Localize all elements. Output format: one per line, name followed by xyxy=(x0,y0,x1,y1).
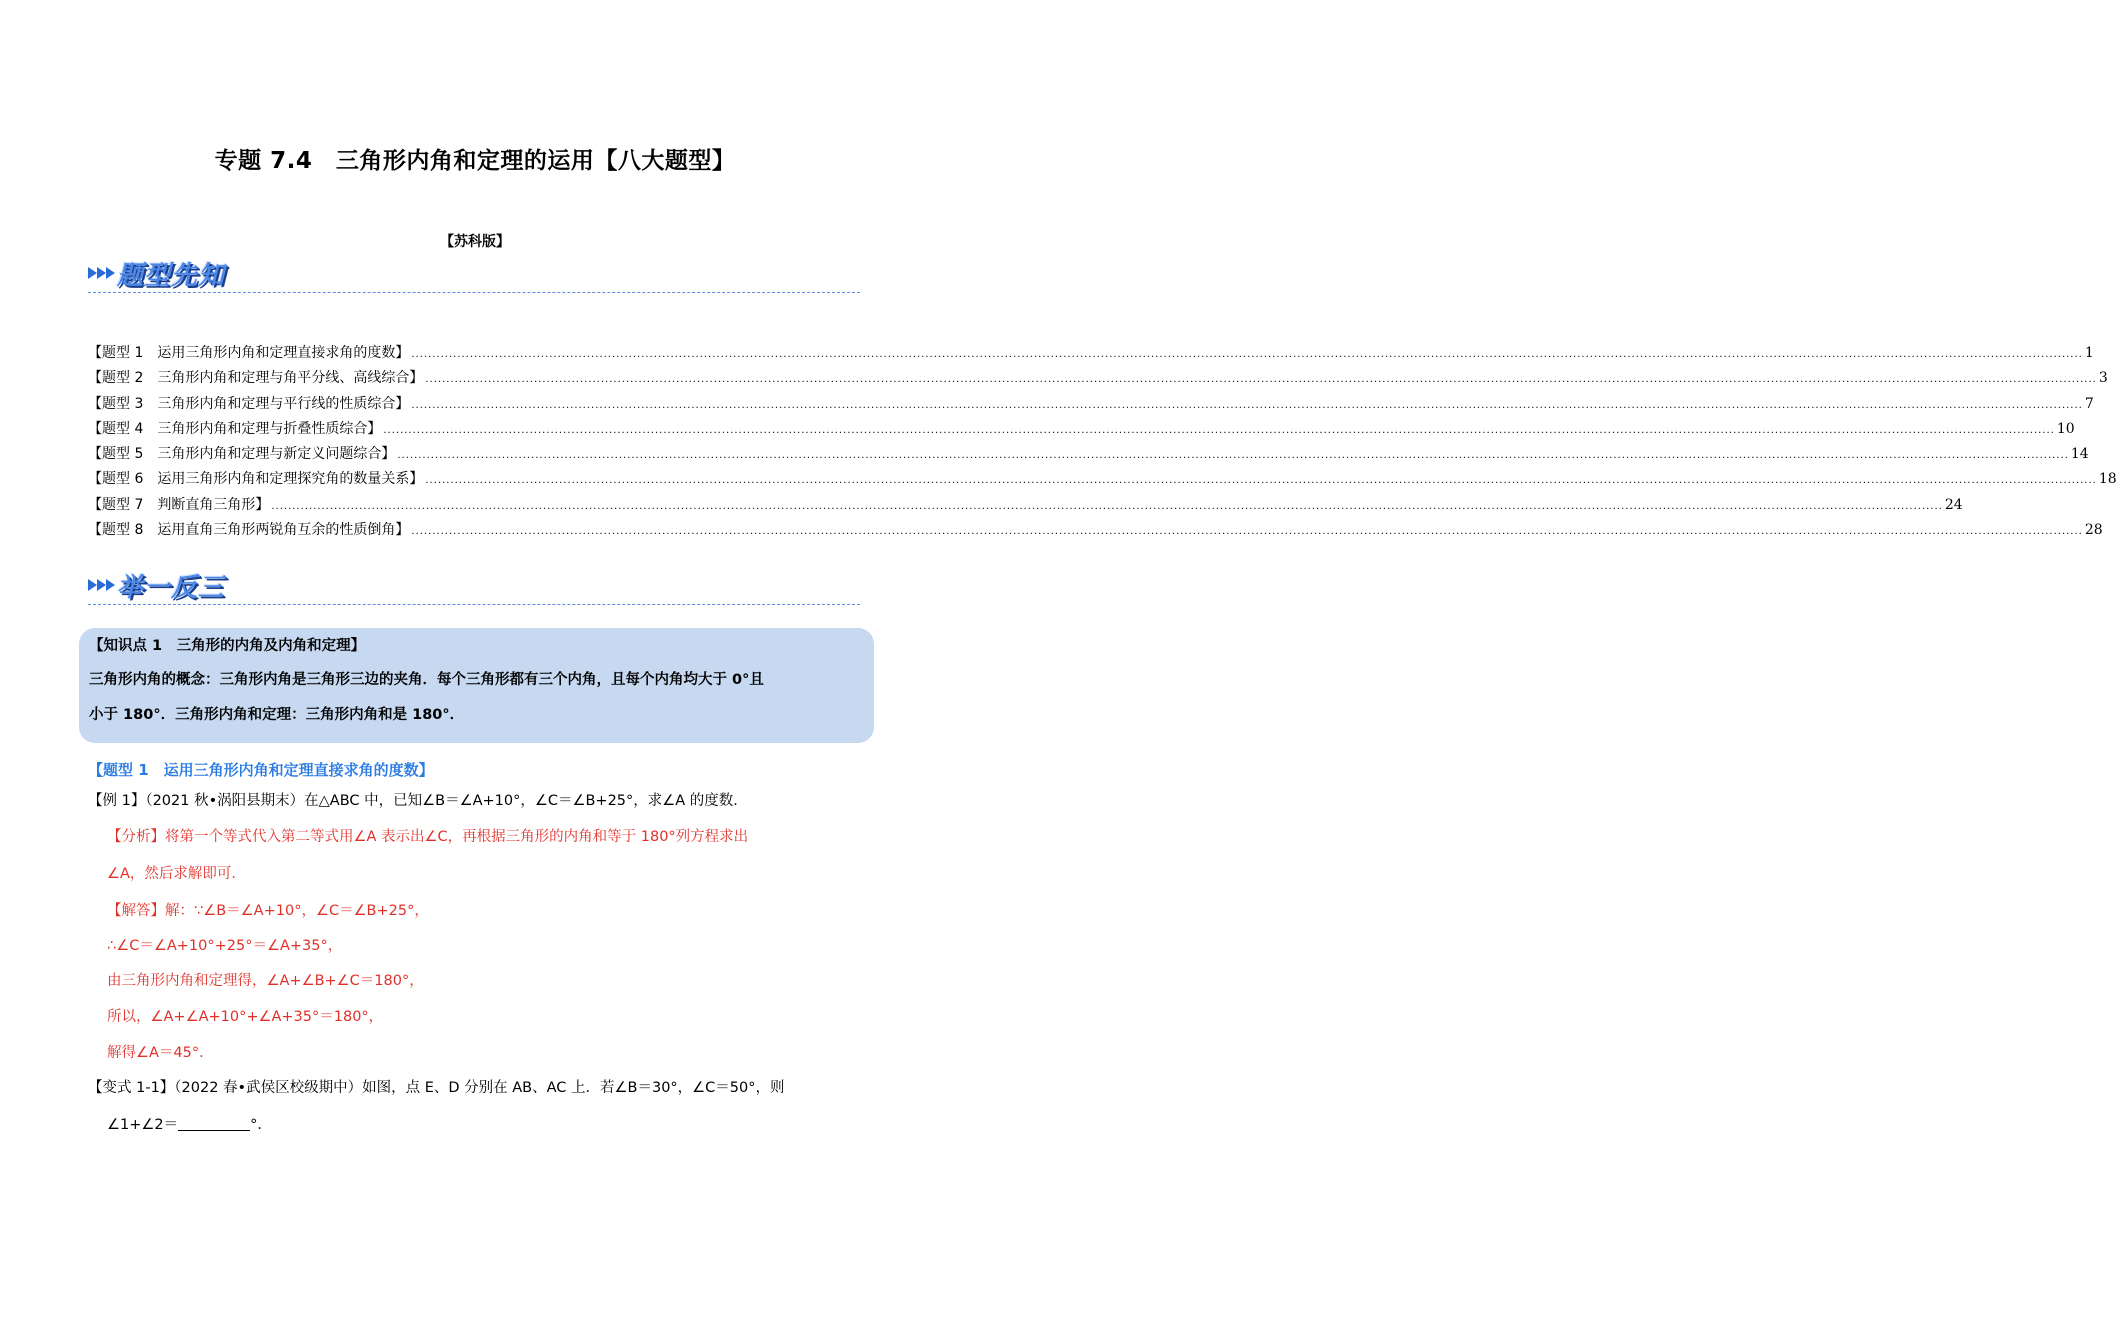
banner-practice-text: 举一反三 xyxy=(117,572,226,603)
answer-blank[interactable] xyxy=(178,1116,250,1131)
toc-item[interactable] xyxy=(88,341,2094,366)
banner-overview-text: 题型先知 xyxy=(117,260,226,291)
toc-item[interactable] xyxy=(88,392,2094,417)
divider xyxy=(88,292,860,293)
toc-page-number: 28 xyxy=(2084,522,2103,539)
solution-line-5: 解得∠A＝45°． xyxy=(107,1045,214,1061)
variant-degree: °． xyxy=(250,1117,272,1133)
toc-leader: ................................................................................................................................................................................................................................................................................................................................................................................................................ xyxy=(425,374,2097,386)
arrows-icon xyxy=(88,267,115,279)
toc-page-number: 7 xyxy=(2084,395,2094,412)
edition-label: 【苏科版】 xyxy=(440,234,510,250)
arrows-icon xyxy=(88,579,115,591)
toc-page-number: 24 xyxy=(1944,496,1963,513)
toc-item[interactable] xyxy=(88,366,2108,391)
banner-overview xyxy=(88,256,225,290)
example-1: 【例 1】（2021 秋•涡阳县期末）在△ABC 中，已知∠B＝∠A+10°，∠C＝∠B+25°，求∠A 的度数． xyxy=(88,793,748,809)
knowledge-heading: 【知识点 1 三角形的内角及内角和定理】 xyxy=(89,638,366,654)
analysis-line-1 xyxy=(107,825,748,846)
solution-line-4: 所以，∠A+∠A+10°+∠A+35°＝180°， xyxy=(107,1009,384,1025)
toc-page-number: 1 xyxy=(2084,345,2094,361)
toc-leader: ................................................................................................................................................................................................................................................................................................................................................................................................................ xyxy=(397,450,2069,462)
variant-line-1: 【变式 1-1】（2022 春•武侯区校级期中）如图，点 E、D 分别在 AB、AC 上．若∠B＝30°，∠C＝50°，则 xyxy=(88,1080,785,1096)
toc-item[interactable] xyxy=(88,467,2117,492)
toc-page-number: 3 xyxy=(2098,370,2108,387)
toc-leader: ................................................................................................................................................................................................................................................................................................................................................................................................................ xyxy=(425,475,2097,487)
table-of-contents xyxy=(88,341,2117,543)
toc-label: 【题型 6 运用三角形内角和定理探究角的数量关系】 xyxy=(88,471,424,488)
solution-line-3: 由三角形内角和定理得，∠A+∠B+∠C＝180°， xyxy=(107,973,424,989)
analysis-text-1: 将第一个等式代入第二等式用∠A 表示出∠C，再根据三角形的内角和等于 180°列方程求出 xyxy=(165,829,749,845)
solution-line-1 xyxy=(107,899,429,920)
section-title: 【题型 1 运用三角形内角和定理直接求角的度数】 xyxy=(88,761,434,779)
analysis-line-2: ∠A，然后求解即可． xyxy=(107,866,246,882)
toc-page-number: 18 xyxy=(2098,471,2117,488)
toc-item[interactable] xyxy=(88,518,2103,543)
variant-line-2 xyxy=(107,1113,272,1134)
knowledge-line-1: 三角形内角的概念：三角形内角是三角形三边的夹角．每个三角形都有三个内角，且每个内角均大于 0°且 xyxy=(89,672,764,688)
toc-label: 【题型 5 三角形内角和定理与新定义问题综合】 xyxy=(88,446,396,463)
divider xyxy=(88,604,860,605)
solution-tag: 【解答】 xyxy=(107,903,165,919)
toc-label: 【题型 7 判断直角三角形】 xyxy=(88,496,270,513)
toc-label: 【题型 2 三角形内角和定理与角平分线、高线综合】 xyxy=(88,370,424,387)
toc-leader: ................................................................................................................................................................................................................................................................................................................................................................................................................ xyxy=(411,399,2083,411)
toc-label: 【题型 3 三角形内角和定理与平行线的性质综合】 xyxy=(88,395,410,412)
toc-page-number: 10 xyxy=(2056,420,2075,437)
toc-label: 【题型 8 运用直角三角形两锐角互余的性质倒角】 xyxy=(88,522,410,539)
toc-leader: ................................................................................................................................................................................................................................................................................................................................................................................................................ xyxy=(383,424,2055,436)
banner-practice xyxy=(88,568,225,602)
analysis-tag: 【分析】 xyxy=(107,829,165,845)
toc-leader: ................................................................................................................................................................................................................................................................................................................................................................................................................ xyxy=(411,526,2083,538)
toc-leader: ................................................................................................................................................................................................................................................................................................................................................................................................................ xyxy=(271,500,1943,512)
toc-label: 【题型 4 三角形内角和定理与折叠性质综合】 xyxy=(88,420,382,437)
toc-item[interactable] xyxy=(88,442,2089,467)
toc-page-number: 14 xyxy=(2070,446,2089,463)
toc-label: 【题型 1 运用三角形内角和定理直接求角的度数】 xyxy=(88,345,410,361)
toc-item[interactable] xyxy=(88,493,1963,518)
solution-line-2: ∴∠C＝∠A+10°+25°＝∠A+35°， xyxy=(107,938,343,954)
toc-leader: ................................................................................................................................................................................................................................................................................................................................................................................................................ xyxy=(411,349,2083,360)
solution-text-1: 解：∵∠B＝∠A+10°，∠C＝∠B+25°， xyxy=(165,903,429,919)
knowledge-line-2: 小于 180°．三角形内角和定理：三角形内角和是 180°． xyxy=(89,707,465,723)
toc-item[interactable] xyxy=(88,417,2075,442)
page-title: 专题 7.4 三角形内角和定理的运用【八大题型】 xyxy=(214,148,736,174)
variant-expression: ∠1+∠2＝ xyxy=(107,1117,179,1133)
knowledge-box xyxy=(79,628,874,743)
